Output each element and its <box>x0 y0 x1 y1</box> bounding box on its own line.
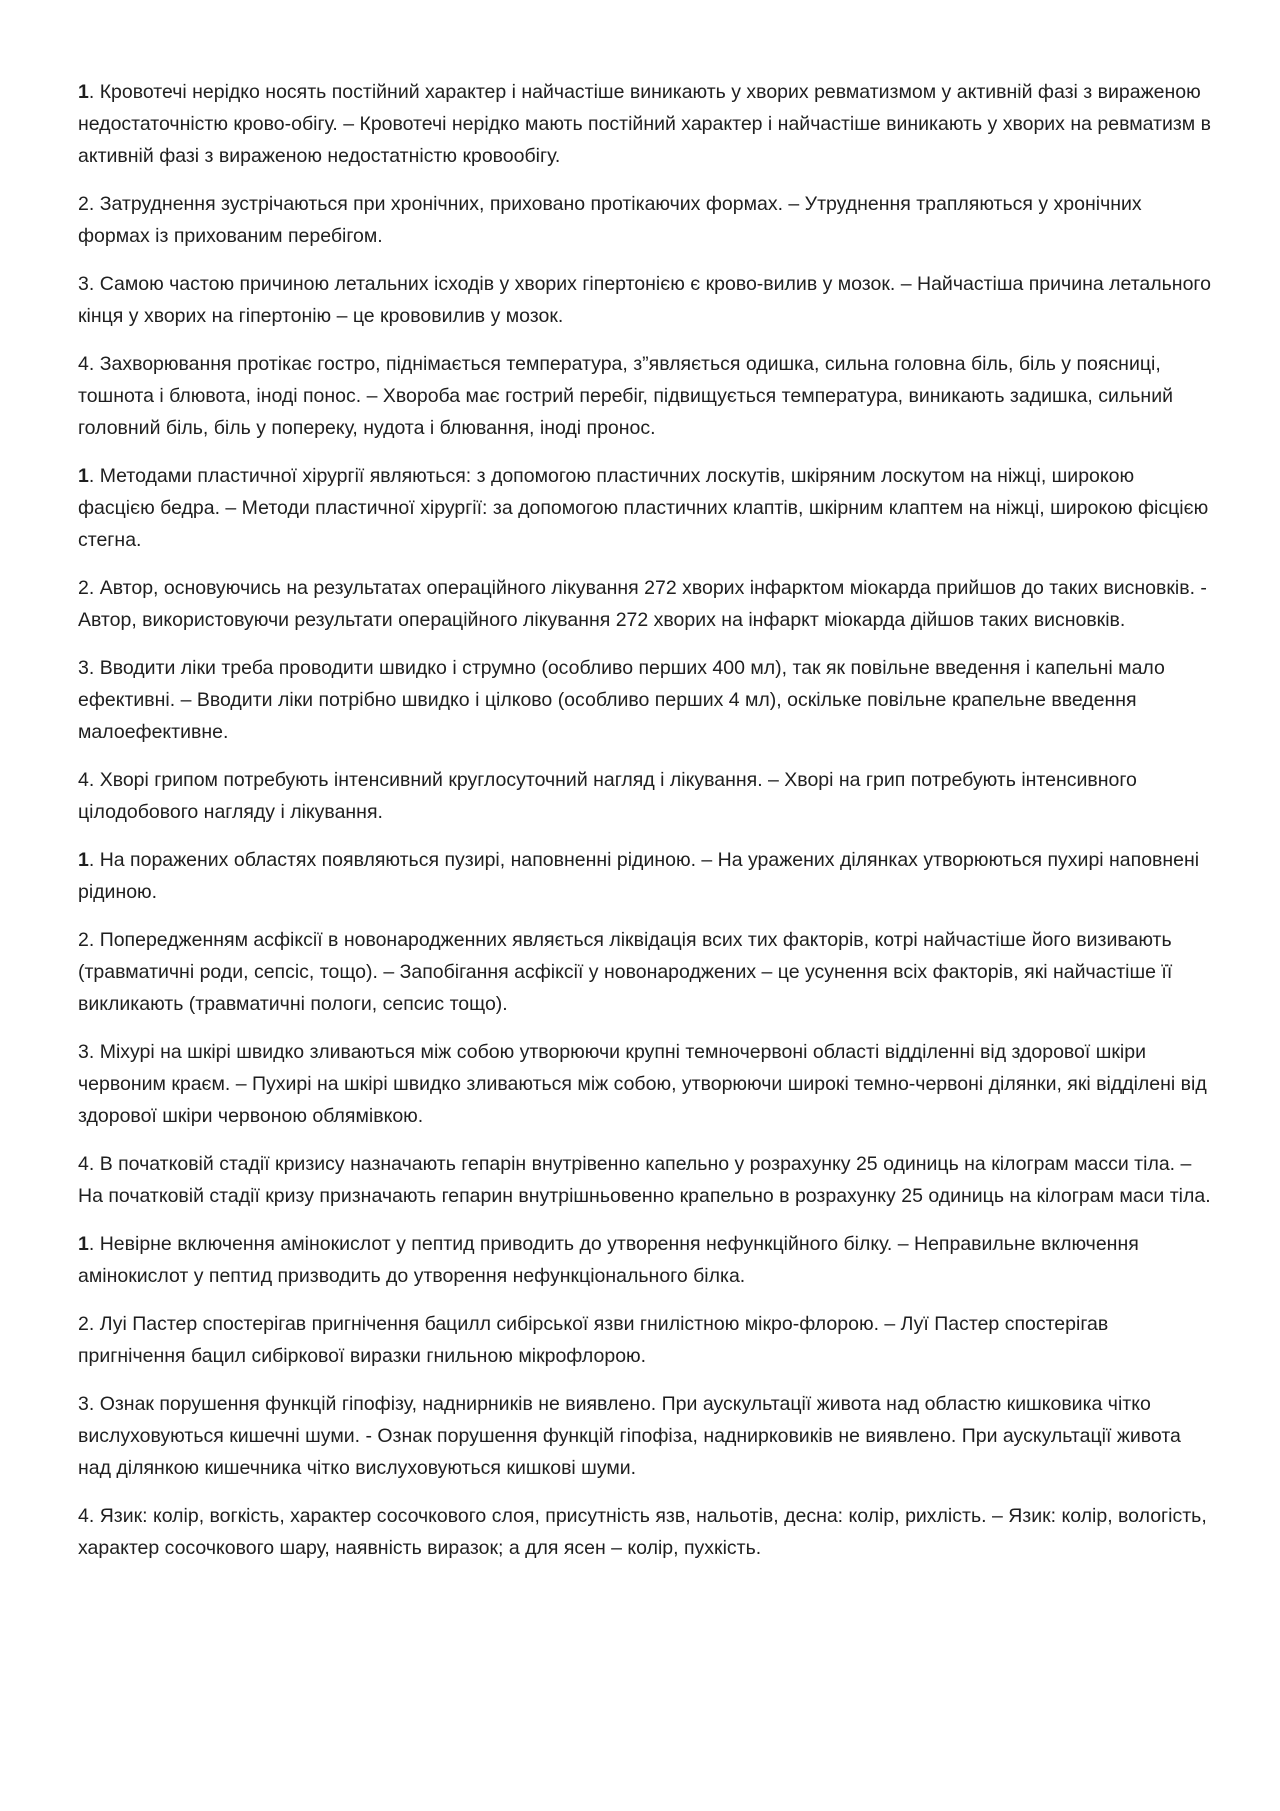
paragraph-number: 1 <box>78 849 89 871</box>
paragraph-4 <box>78 348 1213 444</box>
paragraph-5 <box>78 460 1213 556</box>
paragraph-text: . Захворювання протікає гостро, піднімається температура, з”являється одишка, сильна головна біль, біль у поясниці, тошнота і блювота, іноді понос. – Хвороба має гострий перебіг, підвищується температура, виникають задишка, сильний головний біль, біль у попереку, нудота і блювання, іноді пронос. <box>78 353 1173 439</box>
paragraph-number: 2 <box>78 1313 89 1335</box>
paragraph-text: . В початковій стадії кризису назначають гепарін внутрівенно капельно у розрахунку 25 одиниць на кілограм масси тіла. – На початковій стадії кризу призначають гепарин внутрішньовенно крапельно в розрахунку 25 одиниць на кілограм маси тіла. <box>78 1153 1211 1207</box>
paragraph-text: . Міхурі на шкірі швидко зливаються між собою утворюючи крупні темночервоні області відділенні від здорової шкіри червоним краєм. – Пухирі на шкірі швидко зливаються між собою, утворюючи широкі темно-червоні ділянки, які відділені від здорової шкіри червоною облямівкою. <box>78 1041 1207 1127</box>
paragraph-number: 2 <box>78 929 89 951</box>
paragraph-8 <box>78 764 1213 828</box>
paragraph-2 <box>78 188 1213 252</box>
paragraph-7 <box>78 652 1213 748</box>
paragraph-number: 1 <box>78 1233 89 1255</box>
paragraph-10 <box>78 924 1213 1020</box>
paragraph-number: 3 <box>78 657 89 679</box>
paragraph-text: . Методами пластичної хірургії являються: з допомогою пластичних лоскутів, шкіряним лоскутом на ніжці, широкою фасцією бедра. – Методи пластичної хірургії: за допомогою пластичних клаптів, шкірним клаптем на ніжці, широкою фісцією стегна. <box>78 465 1209 551</box>
paragraph-14 <box>78 1308 1213 1372</box>
paragraph-number: 1 <box>78 465 89 487</box>
paragraph-12 <box>78 1148 1213 1212</box>
paragraph-text: . Луі Пастер спостерігав пригнічення бацилл сибірської язви гнилістною мікро-флорою. – Луї Пастер спостерігав пригнічення бацил сибіркової виразки гнильною мікрофлорою. <box>78 1313 1109 1367</box>
document-page <box>78 76 1213 1580</box>
paragraph-9 <box>78 844 1213 908</box>
paragraph-16 <box>78 1500 1213 1564</box>
paragraph-number: 2 <box>78 577 89 599</box>
paragraph-number: 3 <box>78 1393 89 1415</box>
paragraph-number: 4 <box>78 1505 89 1527</box>
paragraph-text: . Затруднення зустрічаються при хронічних, приховано протікаючих формах. – Утруднення трапляються у хронічних формах із прихованим перебігом. <box>78 193 1142 247</box>
paragraph-text: . Язик: колір, вогкість, характер сосочкового слоя, присутність язв, нальотів, десна: колір, рихлість. – Язик: колір, вологість, характер сосочкового шару, наявність виразок; а для ясен – колір, пухкість. <box>78 1505 1207 1559</box>
paragraph-text: . На поражених областях появляються пузирі, наповненні рідиною. – На уражених ділянках утворюються пухирі наповнені рідиною. <box>78 849 1200 903</box>
paragraph-number: 3 <box>78 1041 89 1063</box>
paragraph-text: . Хворі грипом потребують інтенсивний круглосуточний нагляд і лікування. – Хворі на грип потребують інтенсивного цілодобового нагляду і лікування. <box>78 769 1137 823</box>
paragraph-text: . Вводити ліки треба проводити швидко і струмно (особливо перших 400 мл), так як повільне введення і капельні мало ефективні. – Вводити ліки потрібно швидко і цілково (особливо перших 4 мл), оскільке повільне крапельне введення малоефективне. <box>78 657 1165 743</box>
paragraph-11 <box>78 1036 1213 1132</box>
paragraph-3 <box>78 268 1213 332</box>
paragraph-15 <box>78 1388 1213 1484</box>
paragraph-text: . Ознак порушення функцій гіпофізу, наднирників не виявлено. При аускультації живота над областю кишковика чітко вислуховуються кишечні шуми. - Ознак порушення функцій гіпофіза, наднирковиків не виявлено. При аускультації живота над ділянкою кишечника чітко вислуховуються кишкові шуми. <box>78 1393 1181 1479</box>
paragraph-number: 3 <box>78 273 89 295</box>
paragraph-text: . Самою частою причиною летальних ісходів у хворих гіпертонією є крово-вилив у мозок. – Найчастіша причина летального кінця у хворих на гіпертонію – це крововилив у мозок. <box>78 273 1211 327</box>
paragraph-number: 4 <box>78 1153 89 1175</box>
paragraph-6 <box>78 572 1213 636</box>
paragraph-13 <box>78 1228 1213 1292</box>
paragraph-number: 1 <box>78 81 89 103</box>
paragraph-number: 2 <box>78 193 89 215</box>
paragraph-text: . Кровотечі нерідко носять постійний характер і найчастіше виникають у хворих ревматизмом у активній фазі з вираженою недостаточністю крово-обігу. – Кровотечі нерідко мають постійний характер і найчастіше виникають у хворих на ревматизм в активній фазі з вираженою недостатністю кровообігу. <box>78 81 1211 167</box>
paragraph-number: 4 <box>78 353 89 375</box>
paragraph-text: . Попередженням асфіксії в новонародженних являється ліквідація всих тих факторів, котрі найчастіше його визивають (травматичні роди, сепсіс, тощо). – Запобігання асфіксії у новонароджених – це усунення всіх факторів, які найчастіше її викликають (травматичні пологи, сепсис тощо). <box>78 929 1173 1015</box>
paragraph-1 <box>78 76 1213 172</box>
paragraph-number: 4 <box>78 769 89 791</box>
paragraph-text: . Невірне включення амінокислот у пептид приводить до утворення нефункційного білку. – Неправильне включення амінокислот у пептид призводить до утворення нефункціонального білка. <box>78 1233 1139 1287</box>
paragraph-text: . Автор, основуючись на результатах операційного лікування 272 хворих інфарктом міокарда прийшов до таких висновків. - Автор, використовуючи результати операційного лікування 272 хворих на інфаркт міокарда дійшов таких висновків. <box>78 577 1207 631</box>
